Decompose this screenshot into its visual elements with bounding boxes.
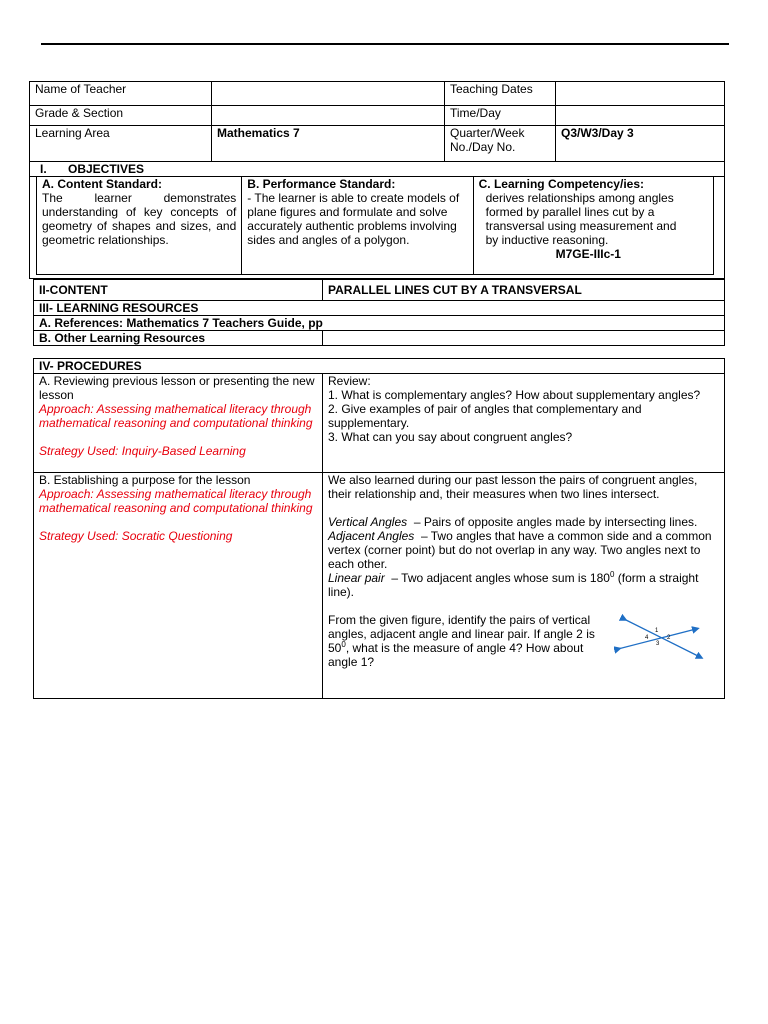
procedure-b-left [34, 473, 323, 699]
teaching-dates-value [556, 82, 725, 106]
review-question-3: 3. What can you say about congruent angles? [328, 430, 573, 444]
procedure-b-strategy: Strategy Used: Socratic Questioning [39, 529, 233, 543]
quarter-week-label-line2: No./Day No. [450, 140, 516, 154]
content-standard-cell [37, 177, 242, 275]
angle-label-3: 3 [656, 641, 660, 647]
review-label: Review: [328, 374, 371, 388]
procedure-a-left [34, 374, 323, 473]
figure-question-1: From the given figure, identify the pairs of vertical angles, adjacent angle and linear pair. If angle 2 is 50 [328, 613, 595, 655]
adjacent-angles-term: Adjacent Angles [328, 529, 415, 543]
line-cd [624, 619, 700, 657]
procedures-heading: IV- PROCEDURES [34, 359, 725, 374]
time-day-label: Time/Day [445, 106, 556, 126]
adjacent-angles-definition [328, 529, 719, 571]
linear-pair-def-1: – Two adjacent angles whose sum is 180 [391, 571, 610, 585]
learning-competency-code: M7GE-IIIc-1 [555, 247, 621, 261]
degree-sup-2: 0 [341, 640, 346, 649]
learning-area-value: Mathematics 7 [212, 126, 445, 162]
procedure-b-right [323, 473, 725, 699]
learning-competency-text: derives relationships among angles formed by parallel lines cut by a transversal using measurement and by inductive reasoning. [485, 191, 677, 247]
adjacent-angles-def: – Two angles that have a common side and a common vertex (corner point) but do not overlap in any way. Two angles next to each other. [328, 529, 712, 571]
angle-label-4: 4 [645, 635, 649, 641]
angle-label-2: 2 [667, 635, 671, 641]
procedure-a-strategy: Strategy Used: Inquiry-Based Learning [39, 444, 246, 458]
content-standard-title: A. Content Standard: [42, 177, 162, 191]
teaching-dates-label: Teaching Dates [445, 82, 556, 106]
name-of-teacher-label: Name of Teacher [30, 82, 212, 106]
procedure-b-title: B. Establishing a purpose for the lesson [39, 473, 251, 487]
performance-standard-cell [242, 177, 473, 275]
procedure-b-approach: Approach: Assessing mathematical literacy through mathematical reasoning and computational thinking [39, 487, 313, 515]
figure-question [328, 613, 603, 669]
procedure-a-approach: Approach: Assessing mathematical literacy through mathematical reasoning and computational thinking [39, 402, 313, 430]
vertical-angles-definition [328, 515, 719, 529]
learning-competency-title: C. Learning Competency/ies: [478, 177, 644, 191]
content-standard-text: The learner demonstrates understanding of key concepts of geometry of shapes and sizes, and geometric relationships. [42, 191, 237, 247]
time-day-value [556, 106, 725, 126]
performance-standard-title: B. Performance Standard: [247, 177, 396, 191]
content-value: PARALLEL LINES CUT BY A TRANSVERSAL [323, 280, 725, 301]
procedures-table [33, 358, 725, 699]
review-question-1: 1. What is complementary angles? How about supplementary angles? [328, 388, 701, 402]
other-resources-label: B. Other Learning Resources [34, 331, 323, 346]
grade-section-value [212, 106, 445, 126]
angle-label-1: 1 [655, 628, 659, 634]
content-table [33, 279, 725, 346]
objectives-heading [30, 162, 725, 177]
content-label: II-CONTENT [34, 280, 323, 301]
objectives-table [36, 177, 714, 275]
degree-sup-1: 0 [609, 570, 615, 579]
grade-section-label: Grade & Section [30, 106, 212, 126]
name-of-teacher-value [212, 82, 445, 106]
objectives-heading-text: OBJECTIVES [68, 162, 145, 176]
linear-pair-term: Linear pair [328, 571, 385, 585]
linear-pair-definition [328, 571, 719, 599]
learning-competency-cell [473, 177, 713, 275]
header-table [29, 81, 725, 279]
procedure-b-intro: We also learned during our past lesson the pairs of congruent angles, their relationship and, their measures when two lines intersect. [328, 473, 698, 501]
vertical-angles-def: – Pairs of opposite angles made by intersecting lines. [413, 515, 698, 529]
review-question-2: 2. Give examples of pair of angles that complementary and supplementary. [328, 402, 642, 430]
procedure-a-title: A. Reviewing previous lesson or presenting the new lesson [39, 374, 315, 402]
vertical-angles-term: Vertical Angles [328, 515, 408, 529]
figure-question-2: , what is the measure of angle 4? How about angle 1? [328, 641, 584, 669]
procedure-a-right [323, 374, 725, 473]
learning-resources-heading: III- LEARNING RESOURCES [34, 301, 725, 316]
quarter-week-label-line1: Quarter/Week [450, 126, 525, 140]
references-row: A. References: Mathematics 7 Teachers Guide, pp [34, 316, 725, 331]
performance-standard-text: - The learner is able to create models of plane figures and formulate and solve accurately authentic problems involving sides and angles of a polygon. [247, 191, 460, 247]
quarter-week-label [445, 126, 556, 162]
objectives-heading-num: I. [40, 162, 47, 176]
quarter-week-value: Q3/W3/Day 3 [556, 126, 725, 162]
top-rule [41, 43, 729, 45]
other-resources-value [323, 331, 725, 346]
linear-pair-def-2: (form a straight line). [328, 571, 699, 599]
learning-area-label: Learning Area [30, 126, 212, 162]
intersecting-lines-figure [614, 609, 710, 661]
objectives-container [30, 177, 725, 279]
figure-question-row [328, 613, 719, 669]
